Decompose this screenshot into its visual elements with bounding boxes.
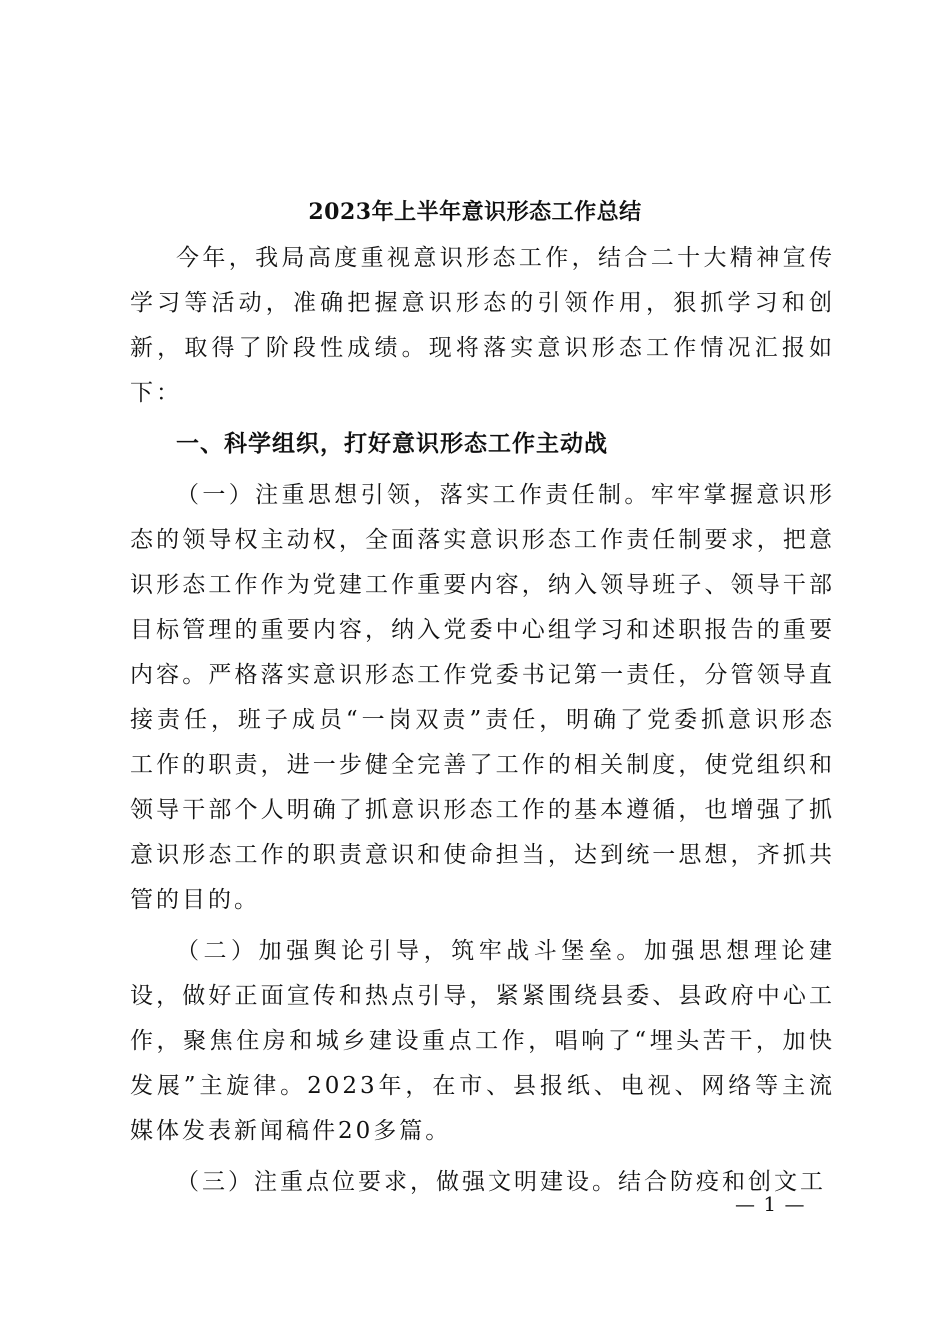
paragraph-1-3: （三）注重点位要求，做强文明建设。结合防疫和创文工	[176, 1169, 826, 1195]
section-heading-1: 一、科学组织，打好意识形态工作主动战	[176, 431, 608, 457]
document-body	[130, 236, 835, 1205]
paragraph-1-2: （二）加强舆论引导，筑牢战斗堡垒。加强思想理论建设，做好正面宣传和热点引导，紧紧围绕县委、县政府中心工作，聚焦住房和城乡建设重点工作，唱响了“埋头苦干，加快发展”主旋律。2023年，在市、县报纸、电视、网络等主流媒体发表新闻稿件20多篇。	[130, 938, 835, 1144]
paragraph-1-1: （一）注重思想引领，落实工作责任制。牢牢掌握意识形态的领导权主动权，全面落实意识形态工作责任制要求，把意识形态工作作为党建工作重要内容，纳入领导班子、领导干部目标管理的重要内容，纳入党委中心组学习和述职报告的重要内容。严格落实意识形态工作党委书记第一责任，分管领导直接责任，班子成员“一岗双责”责任，明确了党委抓意识形态工作的职责，进一步健全完善了工作的相关制度，使党组织和领导干部个人明确了抓意识形态工作的基本遵循，也增强了抓意识形态工作的职责意识和使命担当，达到统一思想，齐抓共管的目的。	[130, 482, 835, 913]
page-number: — 1 —	[735, 1192, 806, 1216]
intro-paragraph: 今年，我局高度重视意识形态工作，结合二十大精神宣传学习等活动，准确把握意识形态的引领作用，狠抓学习和创新，取得了阶段性成绩。现将落实意识形态工作情况汇报如下：	[130, 245, 835, 406]
document-title: 2023年上半年意识形态工作总结	[308, 199, 642, 225]
